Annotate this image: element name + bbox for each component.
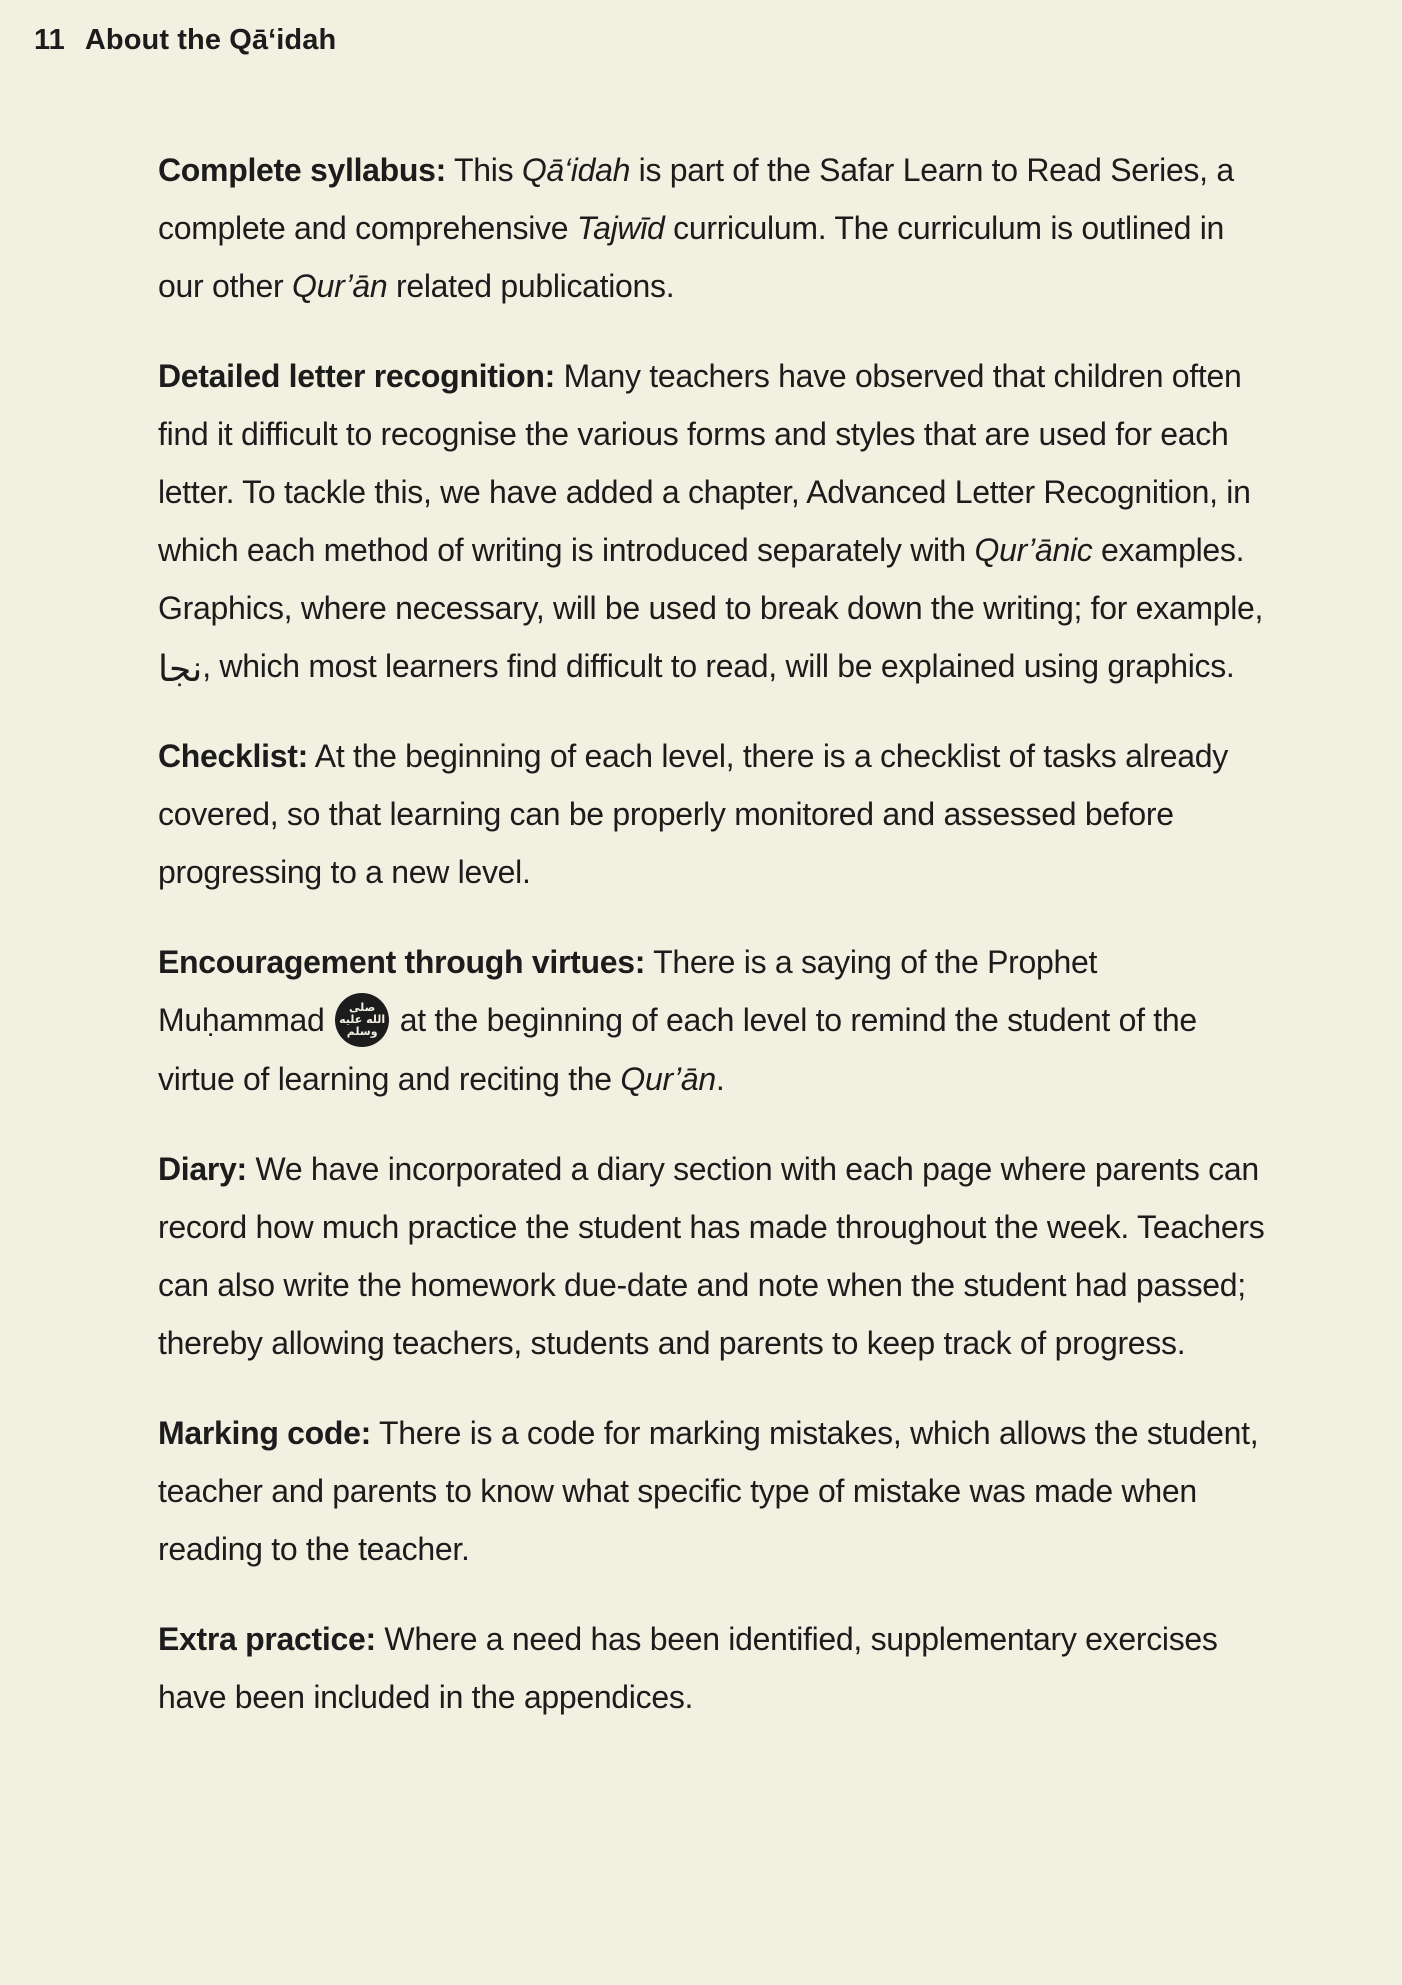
honorific-line: الله عليه bbox=[339, 1012, 386, 1026]
feature-text: This bbox=[446, 152, 522, 188]
running-header bbox=[34, 24, 336, 57]
feature-term: Marking code: bbox=[158, 1414, 372, 1451]
arabic-example-glyph: نجا bbox=[158, 649, 203, 690]
feature-term: Encouragement through virtues: bbox=[158, 944, 646, 980]
feature-text: Where a need has been identified, supplementary exercises have been included in the appendices. bbox=[158, 1620, 1218, 1715]
feature-term: Complete syllabus: bbox=[158, 152, 447, 188]
italic-term: Qur’ān bbox=[291, 268, 388, 304]
feature-term: Checklist: bbox=[158, 738, 308, 774]
feature-text: . bbox=[715, 1060, 725, 1097]
feature-term: Diary: bbox=[158, 1150, 247, 1187]
honorific-line: وسلم bbox=[346, 1024, 378, 1038]
feature-text: We have incorporated a diary section with each page where parents can record how much practice the student has made throughout the week. Teachers can also write the homework due-date and note when the student had passed; thereby allowing teachers, students and parents to keep track of progress. bbox=[158, 1150, 1265, 1361]
feature-text: , which most learners find difficult to read, will be explained using graphics. bbox=[202, 648, 1235, 684]
feature-encouragement bbox=[158, 933, 1268, 1108]
feature-complete-syllabus bbox=[158, 141, 1268, 315]
feature-extra-practice bbox=[158, 1610, 1268, 1726]
italic-term: Qā‘idah bbox=[521, 152, 631, 188]
feature-text: is part of the Safar Learn to Read Series, a complete and comprehensive bbox=[158, 152, 1234, 246]
feature-text: curriculum. The curriculum is outlined in our other bbox=[158, 210, 1225, 304]
feature-text: At the beginning of each level, there is a checklist of tasks already covered, so that learning can be properly monitored and assessed before progressing to a new level. bbox=[158, 738, 1228, 890]
feature-text: examples. Graphics, where necessary, will be used to break down the writing; for example, bbox=[158, 532, 1264, 626]
italic-term: Tajwīd bbox=[576, 210, 665, 246]
feature-text: Many teachers have observed that children often find it difficult to recognise the various forms and styles that are used for each letter. To tackle this, we have added a chapter, Advanced Letter Recognition, in which each method of writing is introduced separately with bbox=[158, 358, 1251, 568]
feature-checklist bbox=[158, 727, 1268, 901]
feature-term: Detailed letter recognition: bbox=[158, 358, 555, 394]
feature-diary bbox=[158, 1140, 1268, 1372]
page-number: 11 bbox=[34, 24, 65, 56]
italic-term: Qur’ān bbox=[620, 1060, 716, 1097]
chapter-title: About the Qā‘idah bbox=[84, 24, 337, 56]
feature-text: There is a saying of the Prophet Muḥammad bbox=[158, 944, 1098, 1038]
honorific-line: صلى bbox=[349, 1000, 376, 1014]
feature-term: Extra practice: bbox=[158, 1620, 376, 1657]
feature-text: at the beginning of each level to remind the student of the virtue of learning and reciting the bbox=[158, 1002, 1197, 1097]
feature-text: There is a code for marking mistakes, which allows the student, teacher and parents to know what specific type of mistake was made when reading to the teacher. bbox=[158, 1414, 1259, 1567]
feature-letter-recognition bbox=[158, 347, 1268, 695]
feature-list bbox=[158, 141, 1268, 1758]
italic-term: Qur’ānic bbox=[974, 532, 1093, 568]
feature-marking-code bbox=[158, 1404, 1268, 1578]
honorific-seal-icon bbox=[335, 993, 389, 1047]
feature-text: related publications. bbox=[387, 268, 675, 304]
